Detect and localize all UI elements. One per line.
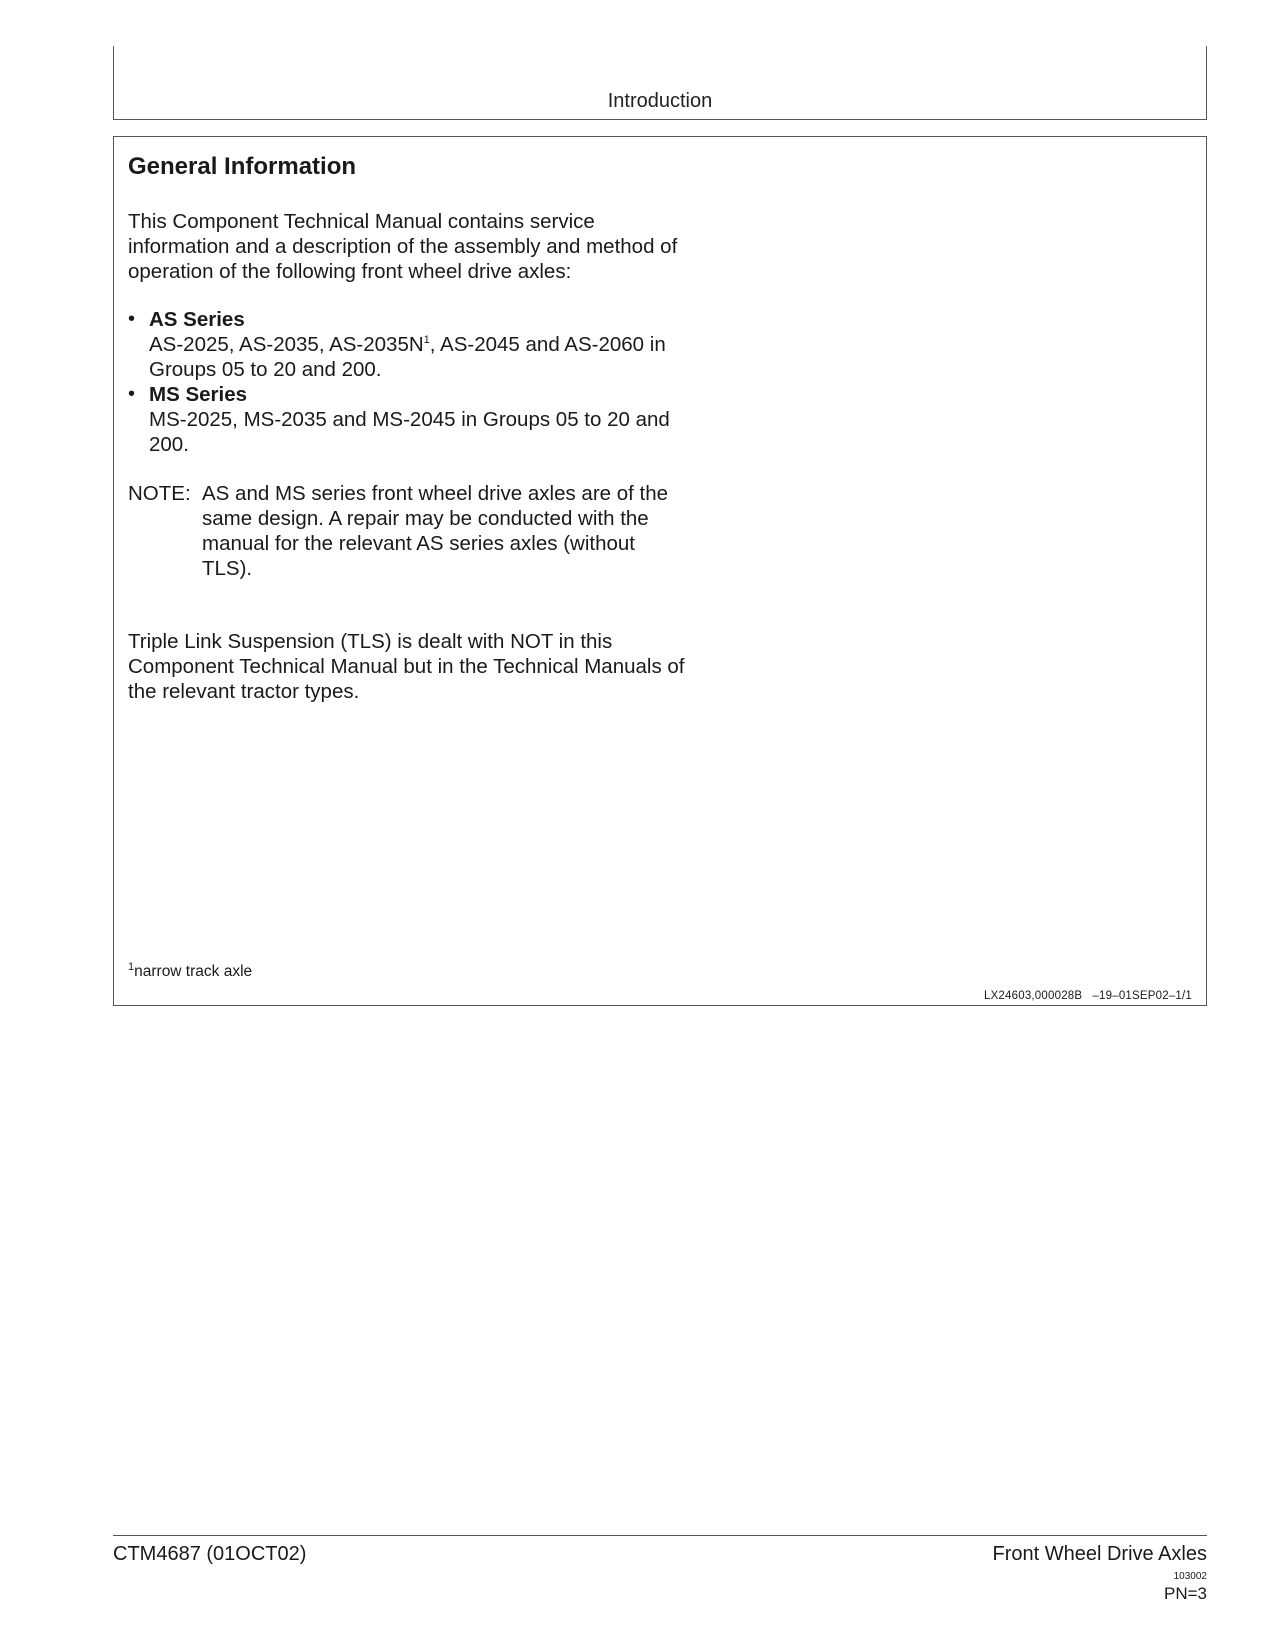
footnote: [128, 960, 253, 981]
section-title: Introduction: [607, 90, 713, 112]
footer-small-code: 103002: [1173, 1571, 1207, 1582]
page-heading: General Information: [128, 153, 357, 180]
note-text: AS and MS series front wheel drive axles are of the same design. A repair may be conducted with the manual for the relevant AS series axles (without TLS).: [202, 482, 669, 580]
ms-series-models: MS-2025, MS-2035 and MS-2045 in Groups 05 to 20 and 200.: [149, 408, 670, 456]
footer-manual-title: Front Wheel Drive Axles: [992, 1543, 1207, 1565]
header-frame: [113, 46, 1207, 120]
list-item-as-series: [128, 307, 688, 382]
as-series-name: AS Series: [149, 308, 245, 331]
intro-paragraph: This Component Technical Manual contains service information and a description of the assembly and method of operation of the following front wheel drive axles:: [128, 210, 678, 283]
tls-paragraph: Triple Link Suspension (TLS) is dealt with NOT in this Component Technical Manual but in the Technical Manuals of the relevant tractor types.: [128, 630, 685, 703]
as-series-models: [149, 333, 666, 381]
footnote-marker: 1: [128, 960, 135, 973]
document-code: LX24603,000028B –19–01SEP02–1/1: [983, 990, 1192, 1002]
note-label: NOTE:: [128, 482, 191, 505]
footnote-text: narrow track axle: [134, 963, 253, 980]
bullet-icon: •: [128, 383, 136, 405]
footer-page-number: PN=3: [1164, 1584, 1207, 1603]
content-box: [113, 136, 1207, 1006]
series-list: [128, 307, 688, 457]
note-block: [128, 481, 688, 581]
as-models-part1: AS-2025, AS-2035, AS-2035N: [149, 333, 424, 356]
footer-divider: [113, 1535, 1207, 1536]
ms-series-name: MS Series: [149, 383, 247, 406]
footer-manual-code: CTM4687 (01OCT02): [113, 1543, 307, 1565]
list-item-ms-series: [128, 382, 688, 457]
as-models-part2: , AS-2045 and AS-2060 in Groups 05 to 20 and 200.: [149, 333, 666, 381]
bullet-icon: •: [128, 308, 136, 330]
footnote-ref: 1: [423, 334, 430, 347]
